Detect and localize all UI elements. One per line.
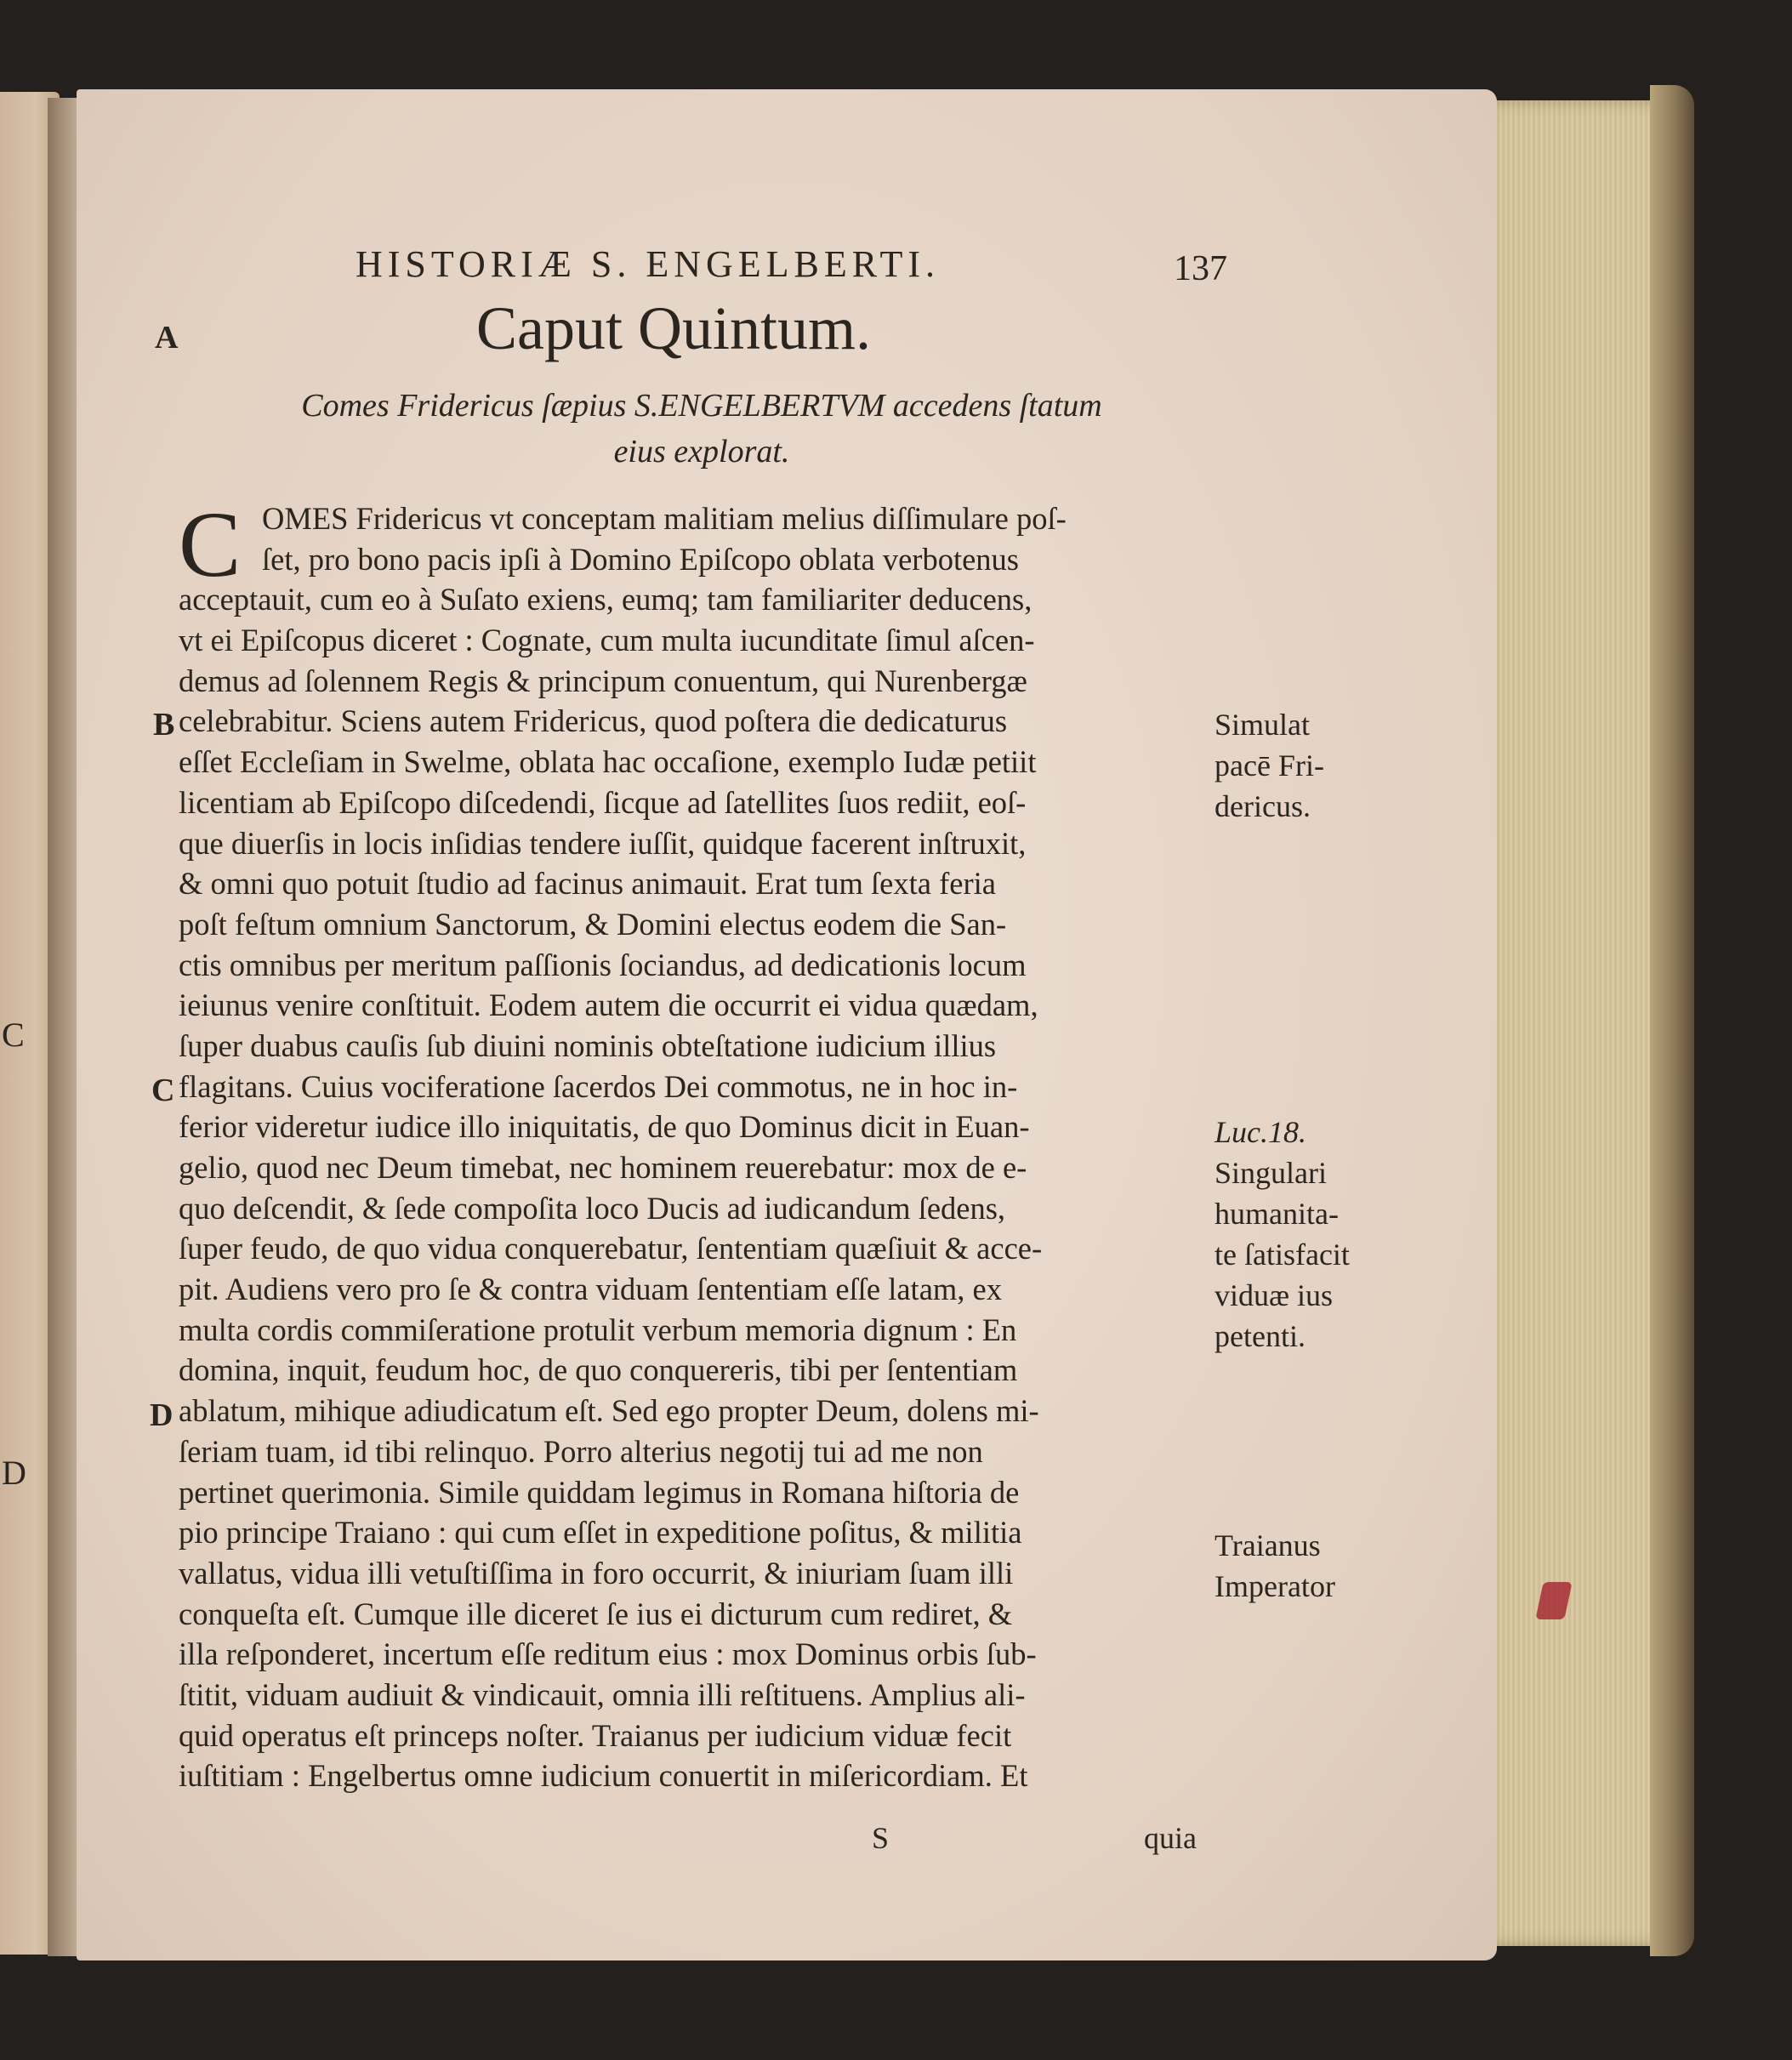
text-line: ſuper duabus cauſis ſub diuini nominis obteſtatione iudicium illius (179, 1027, 997, 1063)
section-letter-b: B (153, 707, 175, 743)
margin-note-line: Imperator (1215, 1569, 1335, 1603)
text-line: acceptauit, cum eo à Suſato exiens, eumq; tam familiariter deducens, (179, 582, 1033, 617)
text-line: OMES Fridericus vt conceptam malitiam melius diſſimulare poſ- (262, 501, 1067, 536)
text-line: gelio, quod nec Deum timebat, nec hominem reuerebatur: mox de e- (179, 1150, 1027, 1185)
margin-note-line: pacē Fri- (1215, 748, 1324, 782)
text-line: poſt feſtum omnium Sanctorum, & Domini electus eodem die San- (179, 906, 1007, 942)
chapter-title: Caput Quintum. (476, 294, 871, 362)
catchword: quia (1144, 1821, 1197, 1855)
text-line: vt ei Epiſcopus diceret : Cognate, cum multa iucunditate ſimul aſcen- (179, 623, 1035, 658)
text-line: ferior videretur iudice illo iniquitatis, de quo Dominus dicit in Euan- (179, 1109, 1030, 1145)
page-block-edge (1476, 100, 1675, 1946)
book-cover-edge (1650, 85, 1694, 1956)
text-line: licentiam ab Epiſcopo diſcedendi, ſicque ad ſatellites ſuos rediit, eoſ- (179, 784, 1027, 820)
running-head: HISTORIÆ S. ENGELBERTI. (356, 243, 940, 285)
text-line: & omni quo potuit ſtudio ad facinus animauit. Erat tum ſexta feria (179, 866, 996, 902)
summary-line: eius explorat. (613, 434, 790, 469)
signature-mark: S (872, 1821, 890, 1855)
text-line: illa reſponderet, incertum eſſe reditum eius : mox Dominus orbis ſub- (179, 1636, 1037, 1672)
text-line: quo deſcendit, & ſede compoſita loco Ducis ad iudicandum ſedens, (179, 1190, 1006, 1226)
text-line: ſuper feudo, de quo vidua conquerebatur, ſententiam quæſiuit & acce- (179, 1231, 1043, 1266)
margin-note-line: dericus. (1215, 789, 1311, 823)
margin-note-line: petenti. (1215, 1319, 1306, 1353)
body-text (179, 492, 1212, 1796)
text-line: domina, inquit, feudum hoc, de quo conquereris, tibi per ſententiam (179, 1352, 1018, 1388)
margin-note-line: humanita- (1215, 1197, 1339, 1231)
margin-note-line: Traianus (1215, 1528, 1321, 1562)
margin-note-line: te ſatisfacit (1215, 1238, 1350, 1272)
text-line: ieiunus venire conſtituit. Eodem autem die occurrit ei vidua quædam, (179, 987, 1038, 1023)
drop-capital: C (179, 492, 242, 596)
text-line: eſſet Eccleſiam in Swelme, oblata hac occaſione, exemplo Iudæ petiit (179, 744, 1037, 780)
margin-note-line: Singulari (1215, 1156, 1327, 1190)
left-page-section-letter: C (2, 1016, 25, 1054)
margin-note-scripture-ref (1215, 1112, 1306, 1152)
text-line: ſeriam tuam, id tibi relinquo. Porro alterius negotij tui ad me non (179, 1433, 983, 1469)
text-line: vallatus, vidua illi vetuſtiſſima in foro occurrit, & iniuriam ſuam illi (179, 1555, 1014, 1591)
text-line: multa cordis commiſeratione protulit verbum memoria dignum : En (179, 1312, 1017, 1347)
section-letter-c: C (151, 1073, 175, 1108)
margin-note-line: viduæ ius (1215, 1278, 1334, 1312)
text-line: ctis omnibus per meritum paſſionis ſociandus, ad dedicationis locum (179, 947, 1027, 982)
text-line: pertinet querimonia. Simile quiddam legimus in Romana hiſtoria de (179, 1474, 1020, 1510)
text-line: quid operatus eſt princeps noſter. Traianus per iudicium viduæ fecit (179, 1717, 1012, 1753)
summary-line: Comes Fridericus ſæpius S.ENGELBERTVM accedens ſtatum (301, 388, 1102, 424)
text-line: pit. Audiens vero pro ſe & contra viduam ſententiam eſſe latam, ex (179, 1272, 1002, 1307)
text-line: ſet, pro bono pacis ipſi à Domino Epiſcopo oblata verbotenus (262, 541, 1020, 577)
text-line: iuſtitiam : Engelbertus omne iudicium conuertit in miſericordiam. Et (179, 1758, 1028, 1794)
page-number: 137 (1174, 249, 1227, 288)
text-line: ablatum, mihique adiudicatum eſt. Sed ego propter Deum, dolens mi- (179, 1393, 1039, 1429)
section-letter-d: D (150, 1397, 174, 1433)
text-line: que diuerſis in locis inſidias tendere iuſſit, quidque facerent inſtruxit, (179, 825, 1027, 861)
text-line: flagitans. Cuius vociferatione ſacerdos Dei commotus, ne in hoc in- (179, 1068, 1018, 1104)
text-line: conqueſta eſt. Cumque ille diceret ſe ius ei dicturum cum rediret, & (179, 1596, 1013, 1631)
section-letter-a: A (155, 320, 179, 356)
margin-note-traianus (1215, 1525, 1335, 1607)
chapter-summary (221, 383, 1182, 475)
text-line: ſtitit, viduam audiuit & vindicauit, omnia illi reſtituens. Amplius ali- (179, 1676, 1026, 1712)
text-line: celebrabitur. Sciens autem Fridericus, quod poſtera die dedicaturus (179, 703, 1008, 739)
margin-note-line: Simulat (1215, 708, 1311, 742)
text-line: demus ad ſolennem Regis & principum conuentum, qui Nurenbergæ (179, 663, 1027, 698)
left-page-section-letter: D (2, 1454, 26, 1492)
margin-note-singulari (1215, 1152, 1350, 1357)
text-line: pio principe Traiano : qui cum eſſet in expeditione poſitus, & militia (179, 1515, 1022, 1551)
margin-note-simulat (1215, 704, 1324, 827)
margin-note-line: Luc.18. (1215, 1115, 1306, 1149)
